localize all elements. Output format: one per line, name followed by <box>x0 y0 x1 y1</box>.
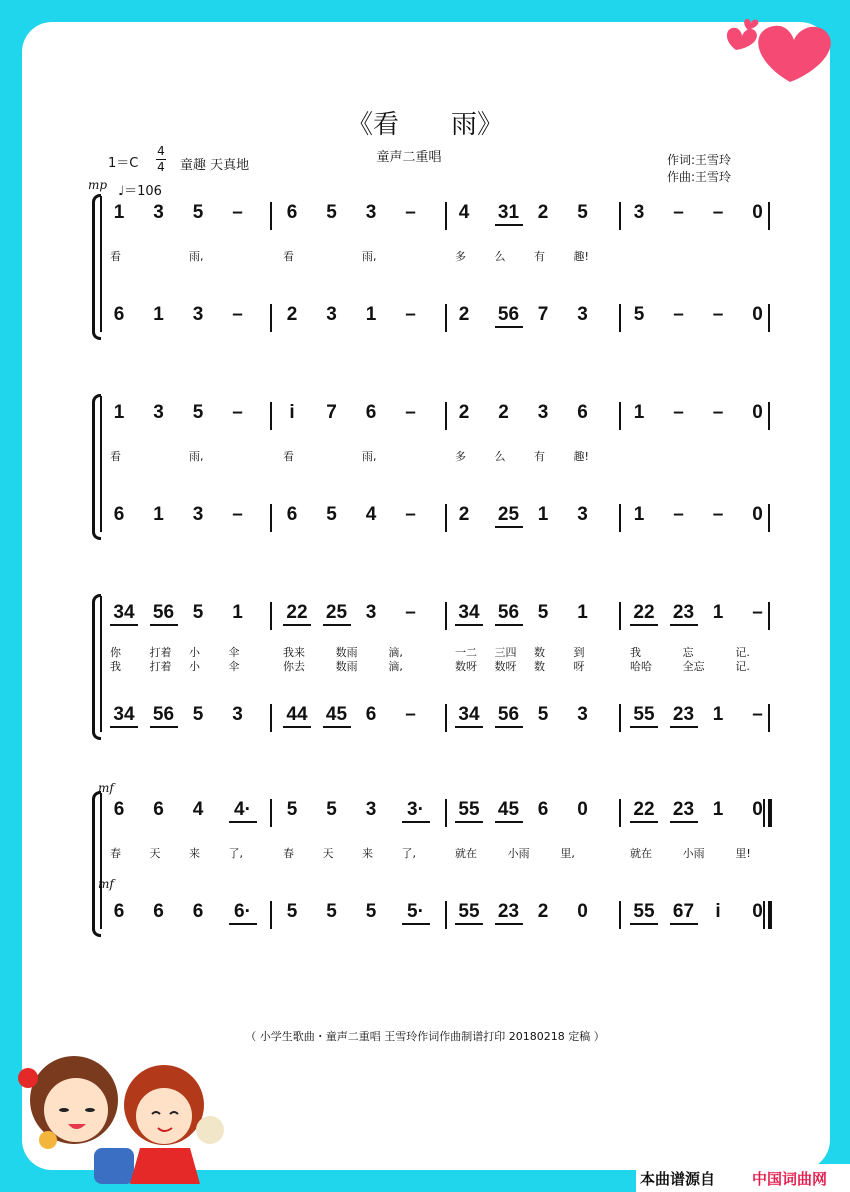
note: – <box>405 202 416 223</box>
note: 31 <box>495 202 523 226</box>
note: 5 <box>192 602 204 623</box>
note: 55 <box>630 704 658 728</box>
system-line <box>100 596 102 732</box>
note: 0 <box>577 901 588 922</box>
note: 1 <box>113 202 125 223</box>
measure <box>455 702 613 732</box>
bar-line <box>445 402 447 430</box>
lyric: 看 <box>110 450 121 463</box>
bar-line <box>445 504 447 532</box>
time-top: 4 <box>157 144 165 158</box>
bar-line <box>619 602 621 630</box>
note: 6 <box>577 402 588 423</box>
lyric: 滴, <box>388 660 403 673</box>
note: 34 <box>455 602 483 626</box>
lyric: 小雨 <box>682 847 705 860</box>
note: 7 <box>537 304 549 325</box>
note: – <box>405 504 416 525</box>
bar-line <box>619 901 621 929</box>
note: 2 <box>286 304 298 325</box>
note: 3 <box>537 402 549 423</box>
measure <box>283 200 441 230</box>
note: 25 <box>323 602 351 626</box>
note: – <box>712 202 724 223</box>
lyric: 伞 <box>228 660 240 673</box>
lyric: 趣! <box>573 450 589 463</box>
bar-line <box>445 304 447 332</box>
lyric: 来 <box>189 847 200 860</box>
note: – <box>752 602 763 623</box>
bar-line <box>768 704 770 732</box>
lyric: 里! <box>735 847 751 860</box>
lyric: 数呀 <box>455 660 477 673</box>
note: 55 <box>455 901 483 925</box>
lyric: 你去 <box>283 660 305 673</box>
bar-line <box>445 602 447 630</box>
note: 5 <box>286 901 298 922</box>
note: 56 <box>495 602 523 626</box>
measure <box>110 200 268 230</box>
source-site-link[interactable]: 中国词曲网 <box>752 1170 828 1188</box>
song-subtitle: 童声二重唱 <box>376 150 442 165</box>
lyric: 多 <box>455 250 466 263</box>
measure <box>110 502 268 532</box>
measure <box>630 200 788 230</box>
lyric: 雨, <box>189 450 204 463</box>
note: 34 <box>110 602 138 626</box>
measure <box>455 797 613 827</box>
note: 5 <box>326 901 337 922</box>
note: 3 <box>365 602 377 623</box>
lyric: 来 <box>362 847 373 860</box>
measure <box>110 797 268 827</box>
note: 4 <box>458 202 470 223</box>
note: 6 <box>192 901 204 922</box>
system-line <box>100 396 102 532</box>
note: 6 <box>113 799 125 820</box>
note: 3 <box>633 202 645 223</box>
measure <box>630 400 788 430</box>
note: 5· <box>402 901 430 925</box>
measure <box>283 899 441 929</box>
note: 1 <box>153 504 164 525</box>
measure <box>283 702 441 732</box>
measure <box>455 899 613 929</box>
note: 22 <box>630 602 658 626</box>
measure <box>630 502 788 532</box>
note: 34 <box>455 704 483 728</box>
note: 56 <box>150 602 178 626</box>
measure <box>630 600 788 630</box>
dynamic-mark: mf <box>98 877 114 891</box>
note: 3 <box>577 504 588 525</box>
measure <box>455 200 613 230</box>
note: 5 <box>633 304 645 325</box>
note: 56 <box>495 704 523 728</box>
lyric: 记. <box>735 646 750 659</box>
note: – <box>673 402 684 423</box>
lyric: 看 <box>283 450 294 463</box>
bar-line <box>270 901 272 929</box>
note: 0 <box>752 901 763 922</box>
note: 45 <box>495 799 523 823</box>
note: 0 <box>577 799 588 820</box>
dynamic-mark: mp <box>88 178 108 192</box>
note: – <box>232 402 243 423</box>
note: 0 <box>752 504 763 525</box>
lyric: 雨, <box>362 250 377 263</box>
note: 6 <box>365 402 377 423</box>
lyric: 三四 <box>494 646 517 659</box>
expression-mark: 童趣 天真地 <box>180 158 250 173</box>
note: 3· <box>402 799 430 823</box>
lyric: 趣! <box>573 250 589 263</box>
note: 2 <box>458 504 470 525</box>
note: 3 <box>153 202 164 223</box>
note: 6 <box>113 304 125 325</box>
lyric: 打着 <box>149 646 172 659</box>
note: – <box>232 504 243 525</box>
note: 6 <box>113 901 125 922</box>
bar-line <box>768 602 770 630</box>
measure <box>110 899 268 929</box>
bar-line <box>619 704 621 732</box>
note: 0 <box>752 402 763 423</box>
lyric: 哈哈 <box>630 660 652 673</box>
key-signature: 1＝C <box>108 156 139 171</box>
note: 1 <box>153 304 164 325</box>
bar-line <box>768 402 770 430</box>
lyric: 有 <box>534 250 545 263</box>
time-bottom: 4 <box>157 160 165 174</box>
bar-line <box>270 799 272 827</box>
note: 1 <box>712 704 724 725</box>
note: 7 <box>326 402 337 423</box>
note: 5 <box>577 202 588 223</box>
song-title: 《看 雨》 <box>346 110 503 140</box>
composer: 作曲:王雪玲 <box>667 170 732 184</box>
note: 1 <box>633 504 645 525</box>
note: – <box>405 304 416 325</box>
note: 5 <box>537 602 549 623</box>
note: 6 <box>365 704 377 725</box>
bar-line <box>619 504 621 532</box>
bar-line <box>270 202 272 230</box>
lyric: 数雨 <box>335 646 358 659</box>
note: 6 <box>286 202 298 223</box>
note: 1 <box>232 602 243 623</box>
note: 0 <box>752 799 763 820</box>
lyric: 到 <box>573 646 585 659</box>
bar-line <box>763 901 765 929</box>
lyric: 雨, <box>189 250 204 263</box>
lyric: 全忘 <box>682 660 705 673</box>
lyric: 了, <box>228 847 243 860</box>
note: 5 <box>326 202 337 223</box>
note: 1 <box>365 304 377 325</box>
note: 23 <box>495 901 523 925</box>
note: i <box>289 402 295 423</box>
note: 1 <box>712 602 724 623</box>
lyric: 有 <box>534 450 545 463</box>
note: 3 <box>153 402 164 423</box>
bar-line <box>768 504 770 532</box>
lyric: 小 <box>189 660 200 673</box>
bar-line <box>768 901 772 929</box>
note: 2 <box>537 202 549 223</box>
note: 0 <box>752 202 763 223</box>
note: 1 <box>537 504 549 525</box>
note: 3 <box>365 202 377 223</box>
note: 3 <box>577 304 588 325</box>
lyric: 数 <box>534 646 545 659</box>
bar-line <box>270 704 272 732</box>
note: 23 <box>670 704 698 728</box>
note: 1 <box>577 602 588 623</box>
lyricist: 作词:王雪玲 <box>667 153 732 167</box>
note: i <box>715 901 721 922</box>
note: – <box>232 202 243 223</box>
note: – <box>673 304 684 325</box>
note: 4· <box>229 799 257 823</box>
measure <box>283 302 441 332</box>
measure <box>110 302 268 332</box>
bar-line <box>763 799 765 827</box>
note: 55 <box>630 901 658 925</box>
note: 22 <box>283 602 311 626</box>
lyric: 打着 <box>149 660 172 673</box>
note: 4 <box>365 504 377 525</box>
system-line <box>100 793 102 929</box>
bar-line <box>270 504 272 532</box>
lyric: 就在 <box>630 847 652 860</box>
lyric: 我来 <box>283 646 305 659</box>
note: 23 <box>670 799 698 823</box>
note: 2 <box>498 402 509 423</box>
note: 22 <box>630 799 658 823</box>
lyric: 滴, <box>388 646 403 659</box>
bar-line <box>619 799 621 827</box>
lyric: 里, <box>560 847 575 860</box>
measure <box>110 400 268 430</box>
measure <box>283 400 441 430</box>
tempo-mark: ♩＝106 <box>118 184 162 199</box>
lyric: 忘 <box>682 646 694 659</box>
measure <box>630 702 788 732</box>
note: 34 <box>110 704 138 728</box>
lyric: 小 <box>189 646 200 659</box>
note: 6· <box>229 901 257 925</box>
note: 5 <box>326 799 337 820</box>
lyric: 数雨 <box>335 660 358 673</box>
lyric: 伞 <box>228 646 240 659</box>
system-line <box>100 196 102 332</box>
measure <box>630 302 788 332</box>
bar-line <box>445 901 447 929</box>
measure <box>283 600 441 630</box>
note: 3 <box>232 704 243 725</box>
note: 5 <box>192 704 204 725</box>
lyric: 我 <box>630 646 641 659</box>
note: – <box>712 304 724 325</box>
lyric: 看 <box>110 250 121 263</box>
bar-line <box>270 602 272 630</box>
note: 45 <box>323 704 351 728</box>
note: 5 <box>192 402 204 423</box>
bar-line <box>619 402 621 430</box>
bar-line <box>445 202 447 230</box>
bar-line <box>270 304 272 332</box>
lyric: 看 <box>283 250 294 263</box>
note: 6 <box>286 504 298 525</box>
measure <box>283 502 441 532</box>
cartoon-children-illustration <box>4 1030 234 1190</box>
lyric: 了, <box>401 847 416 860</box>
lyric: 雨, <box>362 450 377 463</box>
lyric: 数呀 <box>494 660 517 673</box>
note: 55 <box>455 799 483 823</box>
measure <box>455 400 613 430</box>
note: 5 <box>365 901 377 922</box>
note: 3 <box>365 799 377 820</box>
note: 56 <box>150 704 178 728</box>
note: 0 <box>752 304 763 325</box>
bar-line <box>768 799 772 827</box>
bar-line <box>445 704 447 732</box>
measure <box>283 797 441 827</box>
note: 1 <box>113 402 125 423</box>
note: 5 <box>537 704 549 725</box>
bar-line <box>619 202 621 230</box>
lyric: 记. <box>735 660 750 673</box>
note: 5 <box>326 504 337 525</box>
lyric: 我 <box>110 660 121 673</box>
note: 2 <box>537 901 549 922</box>
bar-line <box>619 304 621 332</box>
note: 67 <box>670 901 698 925</box>
note: 6 <box>113 504 125 525</box>
lyric: 一二 <box>455 646 477 659</box>
bar-line <box>270 402 272 430</box>
note: – <box>673 504 684 525</box>
lyric: 就在 <box>455 847 477 860</box>
measure <box>455 302 613 332</box>
lyric: 春 <box>110 847 121 860</box>
time-signature <box>155 144 167 175</box>
lyric: 多 <box>455 450 466 463</box>
note: – <box>752 704 763 725</box>
lyric: 天 <box>149 847 161 860</box>
note: 44 <box>283 704 311 728</box>
lyric: 春 <box>283 847 294 860</box>
note: 6 <box>153 799 164 820</box>
note: 1 <box>712 799 724 820</box>
measure <box>455 502 613 532</box>
note: 3 <box>326 304 337 325</box>
measure <box>110 600 268 630</box>
note: – <box>405 402 416 423</box>
lyric: 数 <box>534 660 545 673</box>
footer-note: （ 小学生歌曲・童声二重唱 王雪玲作词作曲制谱打印 20180218 定稿 ） <box>245 1030 605 1043</box>
note: 1 <box>633 402 645 423</box>
note: 3 <box>577 704 588 725</box>
note: – <box>405 602 416 623</box>
measure <box>110 702 268 732</box>
lyric: 小雨 <box>507 847 530 860</box>
note: 6 <box>153 901 164 922</box>
lyric: 么 <box>494 250 506 263</box>
note: 6 <box>537 799 549 820</box>
note: 3 <box>192 504 204 525</box>
lyric: 你 <box>110 646 121 659</box>
note: – <box>232 304 243 325</box>
note: – <box>673 202 684 223</box>
bar-line <box>445 799 447 827</box>
note: – <box>712 504 724 525</box>
note: 56 <box>495 304 523 328</box>
note: 25 <box>495 504 523 528</box>
note: 5 <box>192 202 204 223</box>
note: 3 <box>192 304 204 325</box>
note: 4 <box>192 799 204 820</box>
lyric: 呀 <box>573 660 585 673</box>
source-label: 本曲谱源自 <box>640 1170 716 1188</box>
note: 2 <box>458 304 470 325</box>
bar-line <box>768 304 770 332</box>
note: – <box>712 402 724 423</box>
note: – <box>405 704 416 725</box>
bar-line <box>768 202 770 230</box>
heart-decoration <box>712 10 842 90</box>
lyric: 么 <box>494 450 506 463</box>
note: 5 <box>286 799 298 820</box>
note: 23 <box>670 602 698 626</box>
measure <box>455 600 613 630</box>
lyric: 天 <box>322 847 334 860</box>
note: 2 <box>458 402 470 423</box>
dynamic-mark: mf <box>98 781 114 795</box>
